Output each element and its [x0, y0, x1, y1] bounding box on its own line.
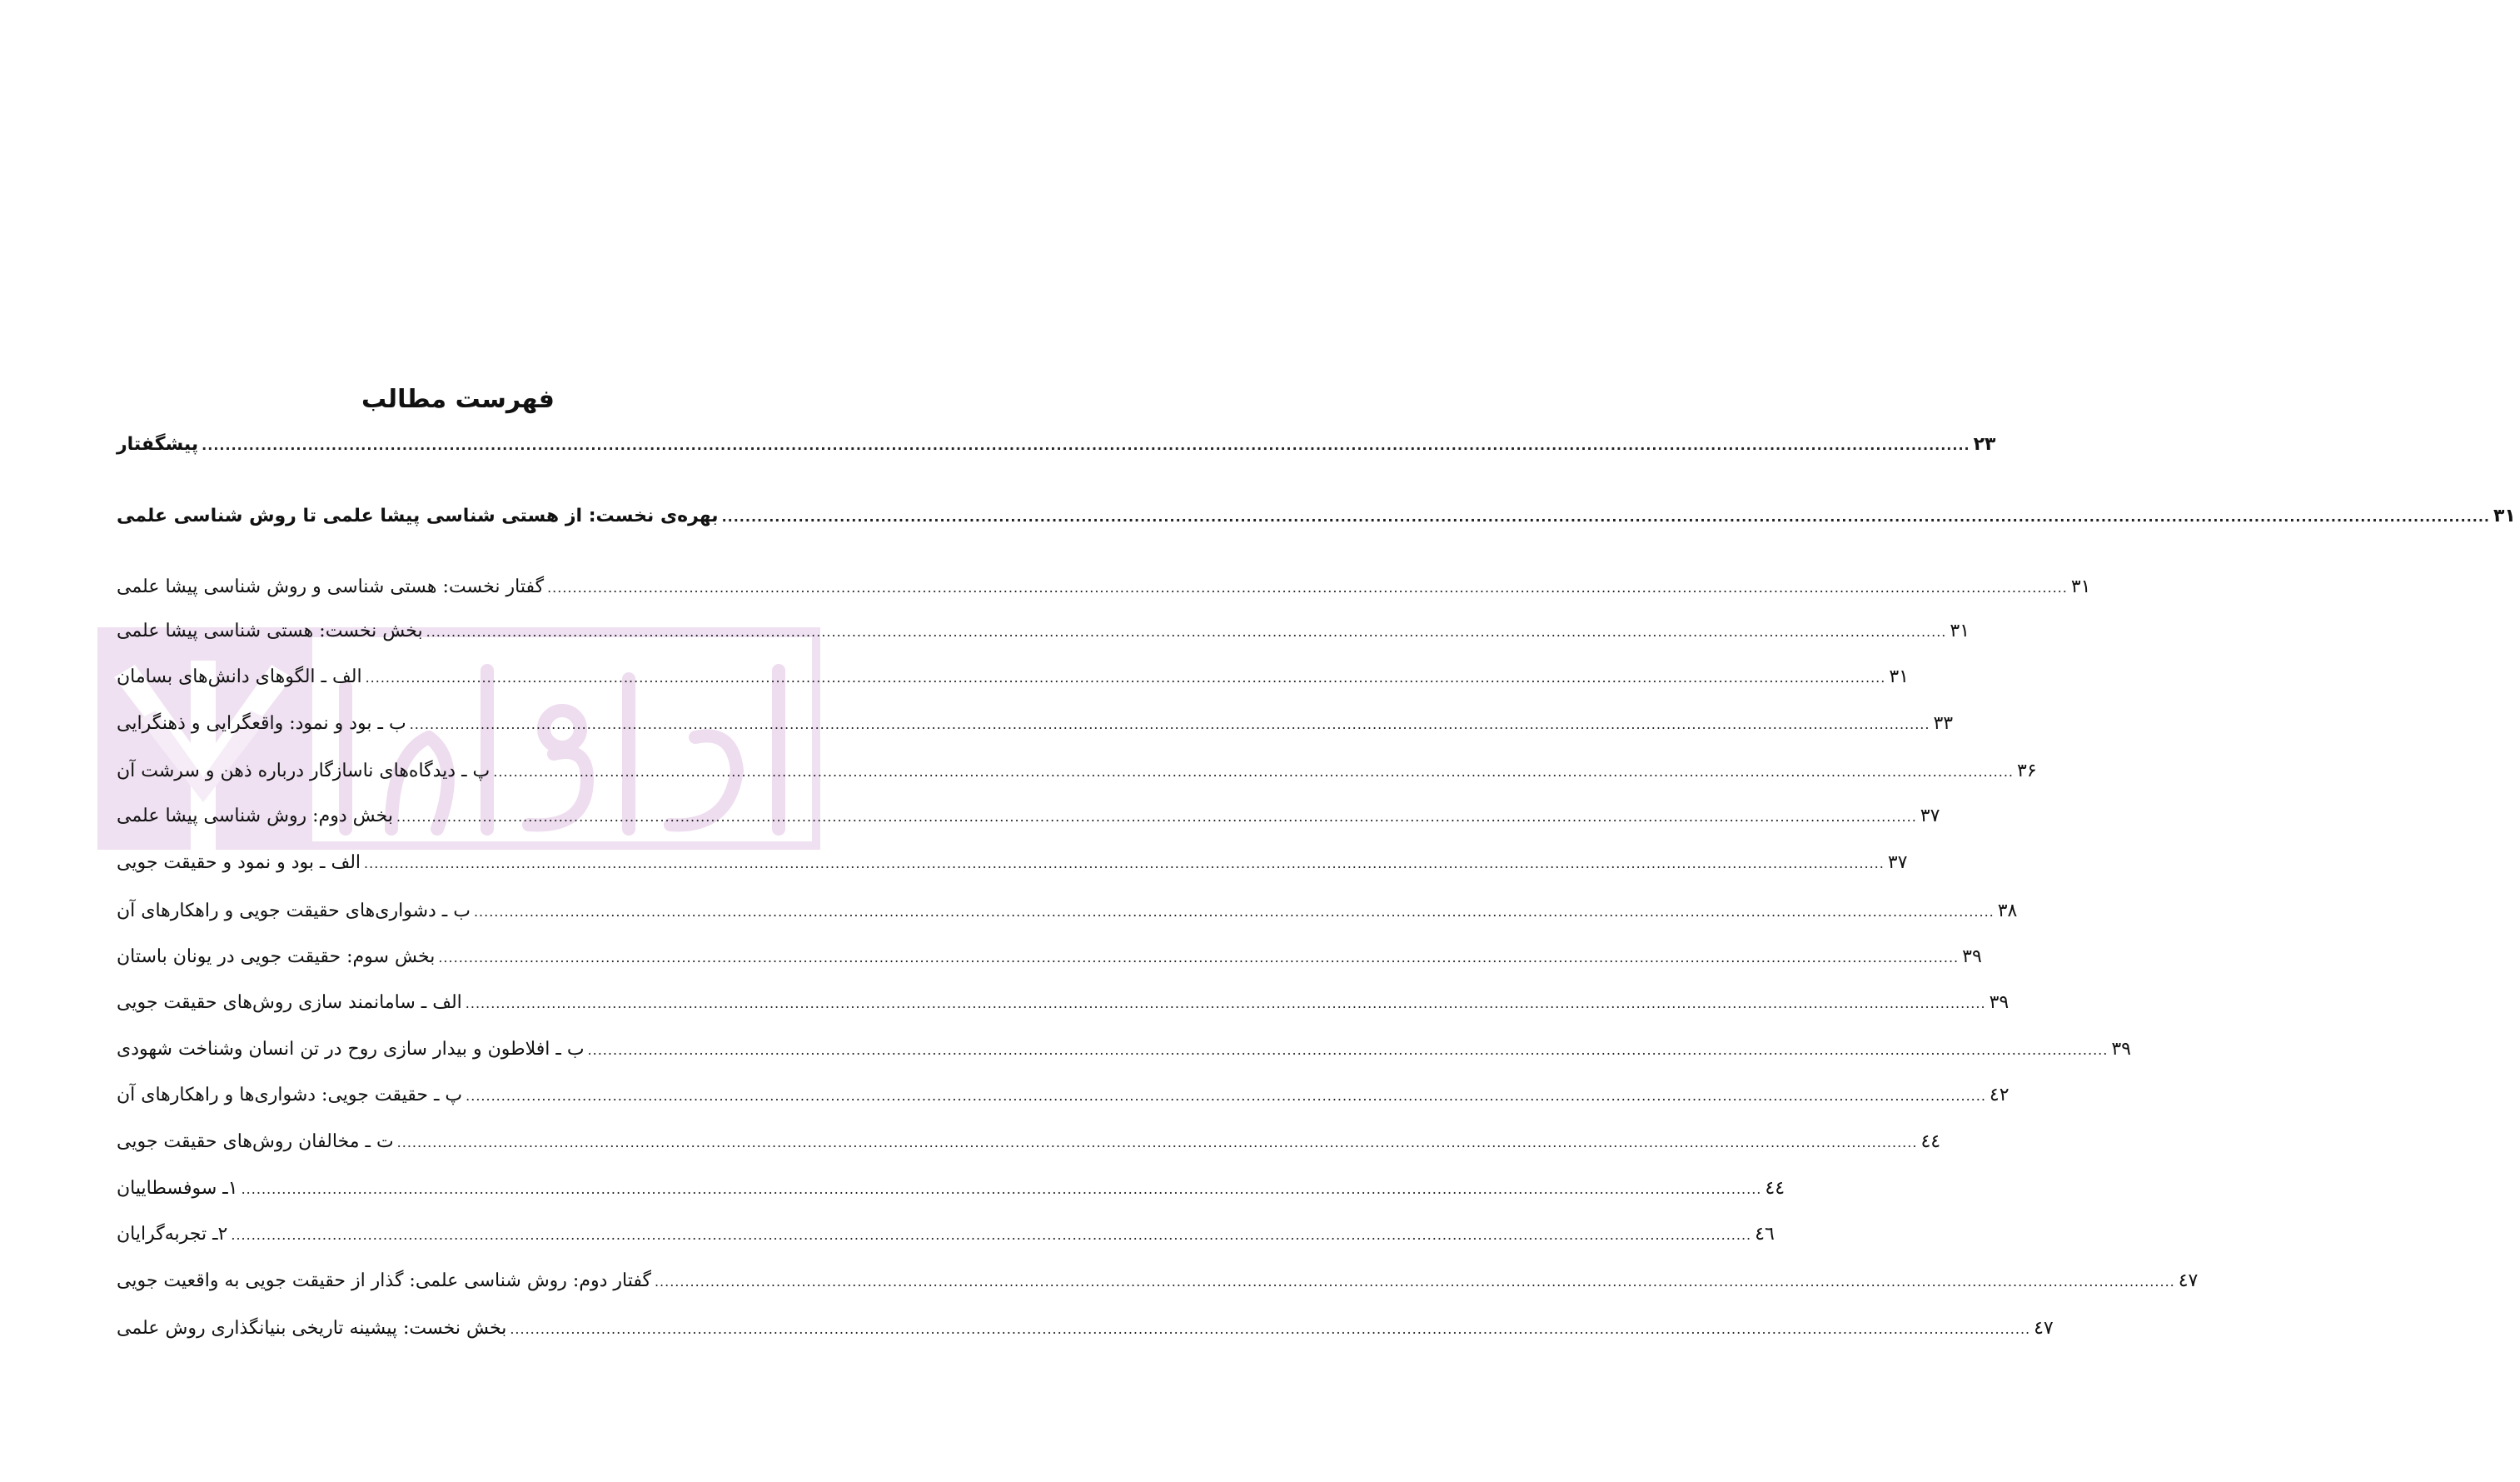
toc-entry — [117, 1131, 1941, 1160]
toc-entry — [117, 434, 1996, 462]
toc-entry-title: الف ـ سامانمند سازی روش‌های حقیقت جویی — [117, 992, 462, 1013]
toc-entry-page-number: ٤٤ — [1765, 1178, 1785, 1199]
toc-entry-title: بخش نخست: هستی شناسی پیشا علمی — [117, 621, 423, 641]
dot-leader: ............................................................................................................................................................................................................................................................................................................ — [396, 1135, 1918, 1150]
toc-entry-title: بخش دوم: روش شناسی پیشا علمی — [117, 806, 393, 826]
toc-entry-title: پ ـ حقیقت جویی: دشواری‌ها و راهکارهای آن — [117, 1085, 463, 1105]
toc-entry — [117, 946, 1982, 975]
toc-entry-title: ب ـ افلاطون و بیدار سازی روح در تن انسان وشناخت شهودی — [117, 1039, 585, 1060]
toc-entry — [117, 1270, 2199, 1299]
page-title: فهرست مطالب — [361, 385, 555, 414]
toc-entry-page-number: ۳۳ — [1933, 713, 1954, 734]
toc-entry-page-number: ۳۸ — [1997, 901, 2018, 921]
dot-leader: ............................................................................................................................................................................................................................................................................................................ — [721, 509, 2490, 525]
toc-entry-title: ب ـ بود و نمود: واقعگرایی و ذهنگرایی — [117, 713, 406, 734]
dot-leader: ............................................................................................................................................................................................................................................................................................................ — [547, 580, 2068, 596]
dot-leader: ............................................................................................................................................................................................................................................................................................................ — [241, 1181, 1762, 1197]
toc-entry-page-number: ۳۷ — [1920, 806, 1940, 826]
toc-entry — [117, 506, 2516, 534]
toc-entry — [117, 666, 1909, 695]
dot-leader: ............................................................................................................................................................................................................................................................................................................ — [409, 716, 1930, 732]
toc-entry-title: پیشگفتار — [117, 434, 199, 455]
toc-entry-page-number: ۳۹ — [1989, 992, 2010, 1013]
toc-entry-page-number: ٤٢ — [1989, 1085, 2010, 1105]
dot-leader: ............................................................................................................................................................................................................................................................................................................ — [587, 1042, 2109, 1058]
toc-entry — [117, 621, 1970, 649]
toc-entry-title: ۲ـ تجربه‌گرایان — [117, 1224, 228, 1245]
toc-entry-title: ۱ـ سوفسطاییان — [117, 1178, 238, 1199]
toc-entry — [117, 992, 2010, 1020]
toc-entry-title: الف ـ بود و نمود و حقیقت جویی — [117, 852, 361, 873]
dot-leader: ............................................................................................................................................................................................................................................................................................................ — [493, 764, 2015, 780]
toc-entry-page-number: ۳۹ — [2111, 1039, 2131, 1060]
toc-entry-page-number: ٤٦ — [1755, 1224, 1775, 1245]
toc-entry-page-number: ٤٧ — [2178, 1270, 2199, 1291]
toc-entry-page-number: ۳۱ — [2070, 576, 2091, 597]
dot-leader: ............................................................................................................................................................................................................................................................................................................ — [231, 1227, 1752, 1243]
toc-entry-page-number: ۳۱ — [1950, 621, 1970, 641]
toc-entry — [117, 901, 2018, 929]
toc-entry-page-number: ۳۷ — [1887, 852, 1908, 873]
toc-entry-title: گفتار دوم: روش شناسی علمی: گذار از حقیقت جویی به واقعیت جویی — [117, 1270, 651, 1291]
dot-leader: ............................................................................................................................................................................................................................................................................................................ — [438, 950, 1960, 966]
toc-entry-title: ب ـ دشواری‌های حقیقت جویی و راهکارهای آن — [117, 901, 471, 921]
toc-entry — [117, 1318, 2054, 1346]
toc-entry-page-number: ۲۳ — [1973, 434, 1996, 455]
toc-entry — [117, 852, 1908, 881]
dot-leader: ............................................................................................................................................................................................................................................................................................................ — [396, 809, 1917, 825]
toc-entry — [117, 806, 1940, 834]
dot-leader: ............................................................................................................................................................................................................................................................................................................ — [654, 1274, 2175, 1290]
toc-entry-title: بخش نخست: پیشینه تاریخی بنیانگذاری روش علمی — [117, 1318, 507, 1339]
dot-leader: ............................................................................................................................................................................................................................................................................................................ — [426, 624, 1947, 640]
dot-leader: ............................................................................................................................................................................................................................................................................................................ — [473, 904, 1995, 920]
dot-leader: ............................................................................................................................................................................................................................................................................................................ — [365, 670, 1886, 686]
dot-leader: ............................................................................................................................................................................................................................................................................................................ — [202, 437, 1970, 453]
toc-entry-title: ت ـ مخالفان روش‌های حقیقت جویی — [117, 1131, 394, 1152]
toc-entry-title: گفتار نخست: هستی شناسی و روش شناسی پیشا علمی — [117, 576, 545, 597]
toc-entry — [117, 1178, 1785, 1206]
toc-entry-page-number: ۳۹ — [1962, 946, 1982, 967]
dot-leader: ............................................................................................................................................................................................................................................................................................................ — [510, 1321, 2031, 1337]
toc-entry — [117, 1039, 2131, 1067]
toc-entry — [117, 1085, 2010, 1113]
toc-entry-page-number: ٤٧ — [2034, 1318, 2054, 1339]
toc-entry — [117, 1224, 1775, 1252]
dot-leader: ............................................................................................................................................................................................................................................................................................................ — [465, 995, 1986, 1011]
toc-entry-title: الف ـ الگوهای دانش‌های بسامان — [117, 666, 362, 687]
toc-entry-title: پ ـ دیدگاه‌های ناسازگار درباره ذهن و سرشت آن — [117, 761, 491, 781]
dot-leader: ............................................................................................................................................................................................................................................................................................................ — [466, 1088, 1986, 1104]
toc-entry-page-number: ۳۶ — [2017, 761, 2037, 781]
toc-entry-title: بخش سوم: حقیقت جویی در یونان باستان — [117, 946, 436, 967]
toc-entry-page-number: ۳۱ — [2493, 506, 2516, 526]
toc-entry — [117, 713, 1954, 741]
toc-entry-title: بهره‌ی نخست: از هستی شناسی پیشا علمی تا روش شناسی علمی — [117, 506, 719, 526]
toc-entry-page-number: ٤٤ — [1920, 1131, 1941, 1152]
dot-leader: ............................................................................................................................................................................................................................................................................................................ — [364, 856, 1885, 871]
toc-entry-page-number: ۳۱ — [1889, 666, 1909, 687]
toc-entry — [117, 761, 2037, 789]
toc-entry — [117, 576, 2091, 605]
